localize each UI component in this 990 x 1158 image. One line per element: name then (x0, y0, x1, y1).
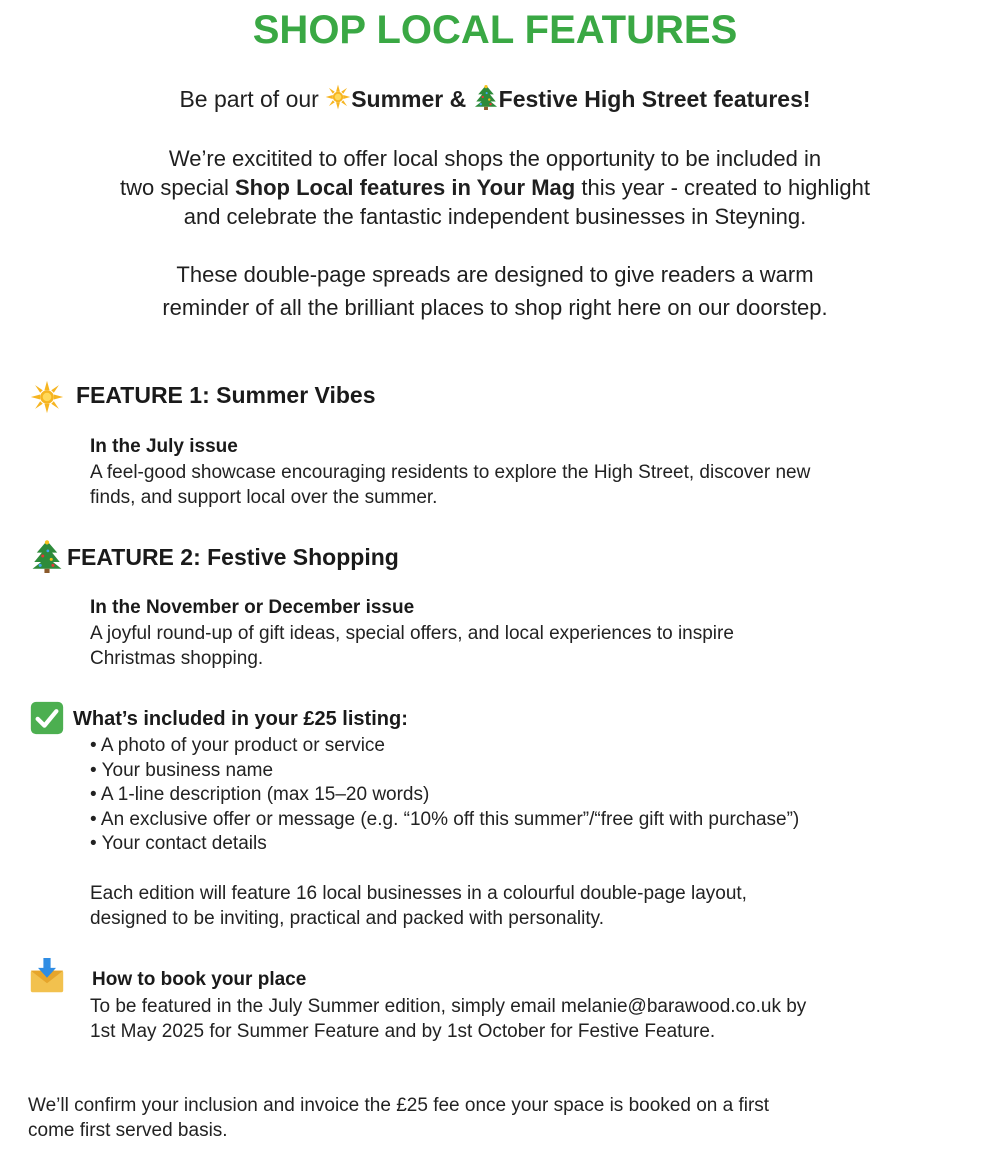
booking-line: To be featured in the July Summer edition, simply email melanie@barawood.co.uk by (90, 996, 807, 1017)
footer-line: We’ll confirm your inclusion and invoice the £25 fee once your space is booked on a first (28, 1095, 770, 1116)
footer-line: come first served basis. (28, 1120, 228, 1141)
intro-text: this year - created to highlight (575, 175, 870, 200)
intro-line: reminder of all the brilliant places to shop right here on our doorstep. (162, 295, 828, 320)
list-item: • A 1-line description (max 15–20 words) (90, 783, 799, 808)
christmas-tree-icon (30, 538, 64, 574)
lead-summer: Summer & (351, 86, 473, 112)
list-item: • An exclusive offer or message (e.g. “10% off this summer”/“free gift with purchase”) (90, 808, 799, 833)
included-heading: What’s included in your £25 listing: (73, 708, 408, 730)
intro-paragraph-2 (0, 258, 990, 324)
feature2-line: A joyful round-up of gift ideas, special offers, and local experiences to inspire (90, 623, 734, 644)
intro-bold: Shop Local features in Your Mag (234, 175, 576, 200)
included-note-line: Each edition will feature 16 local businesses in a colourful double-page layout, (90, 883, 747, 904)
footer-note (28, 1093, 928, 1143)
list-item: • Your business name (90, 759, 799, 784)
lead-prefix: Be part of our (179, 86, 326, 112)
page-title: SHOP LOCAL FEATURES (252, 8, 738, 52)
feature2-heading: FEATURE 2: Festive Shopping (67, 544, 399, 570)
list-item: • A photo of your product or service (90, 734, 799, 759)
inbox-tray-icon (28, 958, 66, 994)
booking-description (90, 994, 950, 1044)
included-list (90, 734, 799, 857)
feature1-description (90, 460, 950, 510)
feature1-line: finds, and support local over the summer. (90, 487, 438, 508)
intro-line: and celebrate the fantastic independent businesses in Steyning. (183, 204, 807, 229)
intro-paragraph (0, 144, 990, 231)
sun-icon (30, 380, 64, 414)
feature1-line: A feel-good showcase encouraging residents to explore the High Street, discover new (90, 462, 811, 483)
intro-line (0, 173, 990, 202)
intro-line: These double-page spreads are designed to give readers a warm (176, 262, 814, 287)
booking-line: 1st May 2025 for Summer Feature and by 1st October for Festive Feature. (90, 1021, 716, 1042)
intro-line: We’re excitited to offer local shops the opportunity to be included in (168, 146, 822, 171)
lead-festive: Festive High Street features! (498, 86, 811, 112)
check-mark-icon (30, 701, 64, 735)
feature2-description (90, 621, 950, 671)
feature1-subheading: In the July issue (90, 436, 238, 457)
list-item: • Your contact details (90, 832, 799, 857)
included-note-line: designed to be inviting, practical and packed with personality. (90, 908, 605, 929)
intro-text: two special (120, 175, 235, 200)
included-note (90, 881, 950, 931)
christmas-tree-icon (473, 84, 499, 110)
sun-icon (325, 84, 351, 110)
feature2-subheading: In the November or December issue (90, 597, 415, 618)
feature2-line: Christmas shopping. (90, 648, 264, 669)
booking-heading: How to book your place (92, 969, 307, 990)
feature1-heading: FEATURE 1: Summer Vibes (76, 382, 376, 408)
lead-line (0, 84, 990, 114)
